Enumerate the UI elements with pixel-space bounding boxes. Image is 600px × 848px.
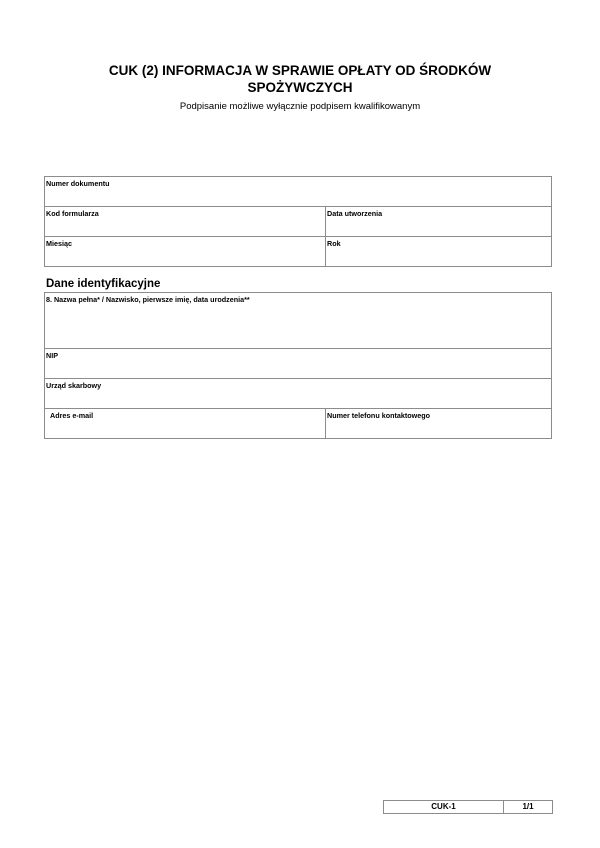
document-subtitle: Podpisanie możliwe wyłącznie podpisem kwalifikowanym — [179, 101, 421, 112]
full-name-field[interactable] — [45, 293, 552, 349]
phone-field[interactable] — [326, 409, 552, 439]
month-label: Miesiąc — [46, 239, 72, 248]
tax-office-field[interactable] — [45, 379, 552, 409]
year-label: Rok — [327, 239, 341, 248]
nip-field[interactable] — [45, 349, 552, 379]
full-name-label: 8. Nazwa pełna* / Nazwisko, pierwsze imię, data urodzenia** — [46, 295, 250, 304]
creation-date-field[interactable] — [326, 207, 552, 237]
document-number-label: Numer dokumentu — [46, 179, 110, 188]
page-number-label: 1/1 — [504, 801, 553, 814]
nip-label: NIP — [46, 351, 58, 360]
phone-label: Numer telefonu kontaktowego — [327, 411, 431, 420]
document-title: CUK (2) INFORMACJA W SPRAWIE OPŁATY OD ŚRODKÓW SPOŻYWCZYCH — [108, 63, 492, 95]
month-field[interactable] — [45, 237, 326, 267]
page-footer — [383, 800, 553, 814]
email-field[interactable] — [45, 409, 326, 439]
header-fields-table — [44, 176, 552, 267]
identification-table — [44, 292, 552, 439]
creation-date-label: Data utworzenia — [327, 209, 383, 218]
tax-office-label: Urząd skarbowy — [46, 381, 102, 390]
email-label: Adres e-mail — [50, 411, 94, 420]
form-code-label: Kod formularza — [46, 209, 99, 218]
identification-section-heading: Dane identyfikacyjne — [46, 278, 161, 290]
form-id-label: CUK-1 — [384, 801, 504, 814]
document-number-field[interactable] — [45, 177, 552, 207]
form-code-field[interactable] — [45, 207, 326, 237]
year-field[interactable] — [326, 237, 552, 267]
